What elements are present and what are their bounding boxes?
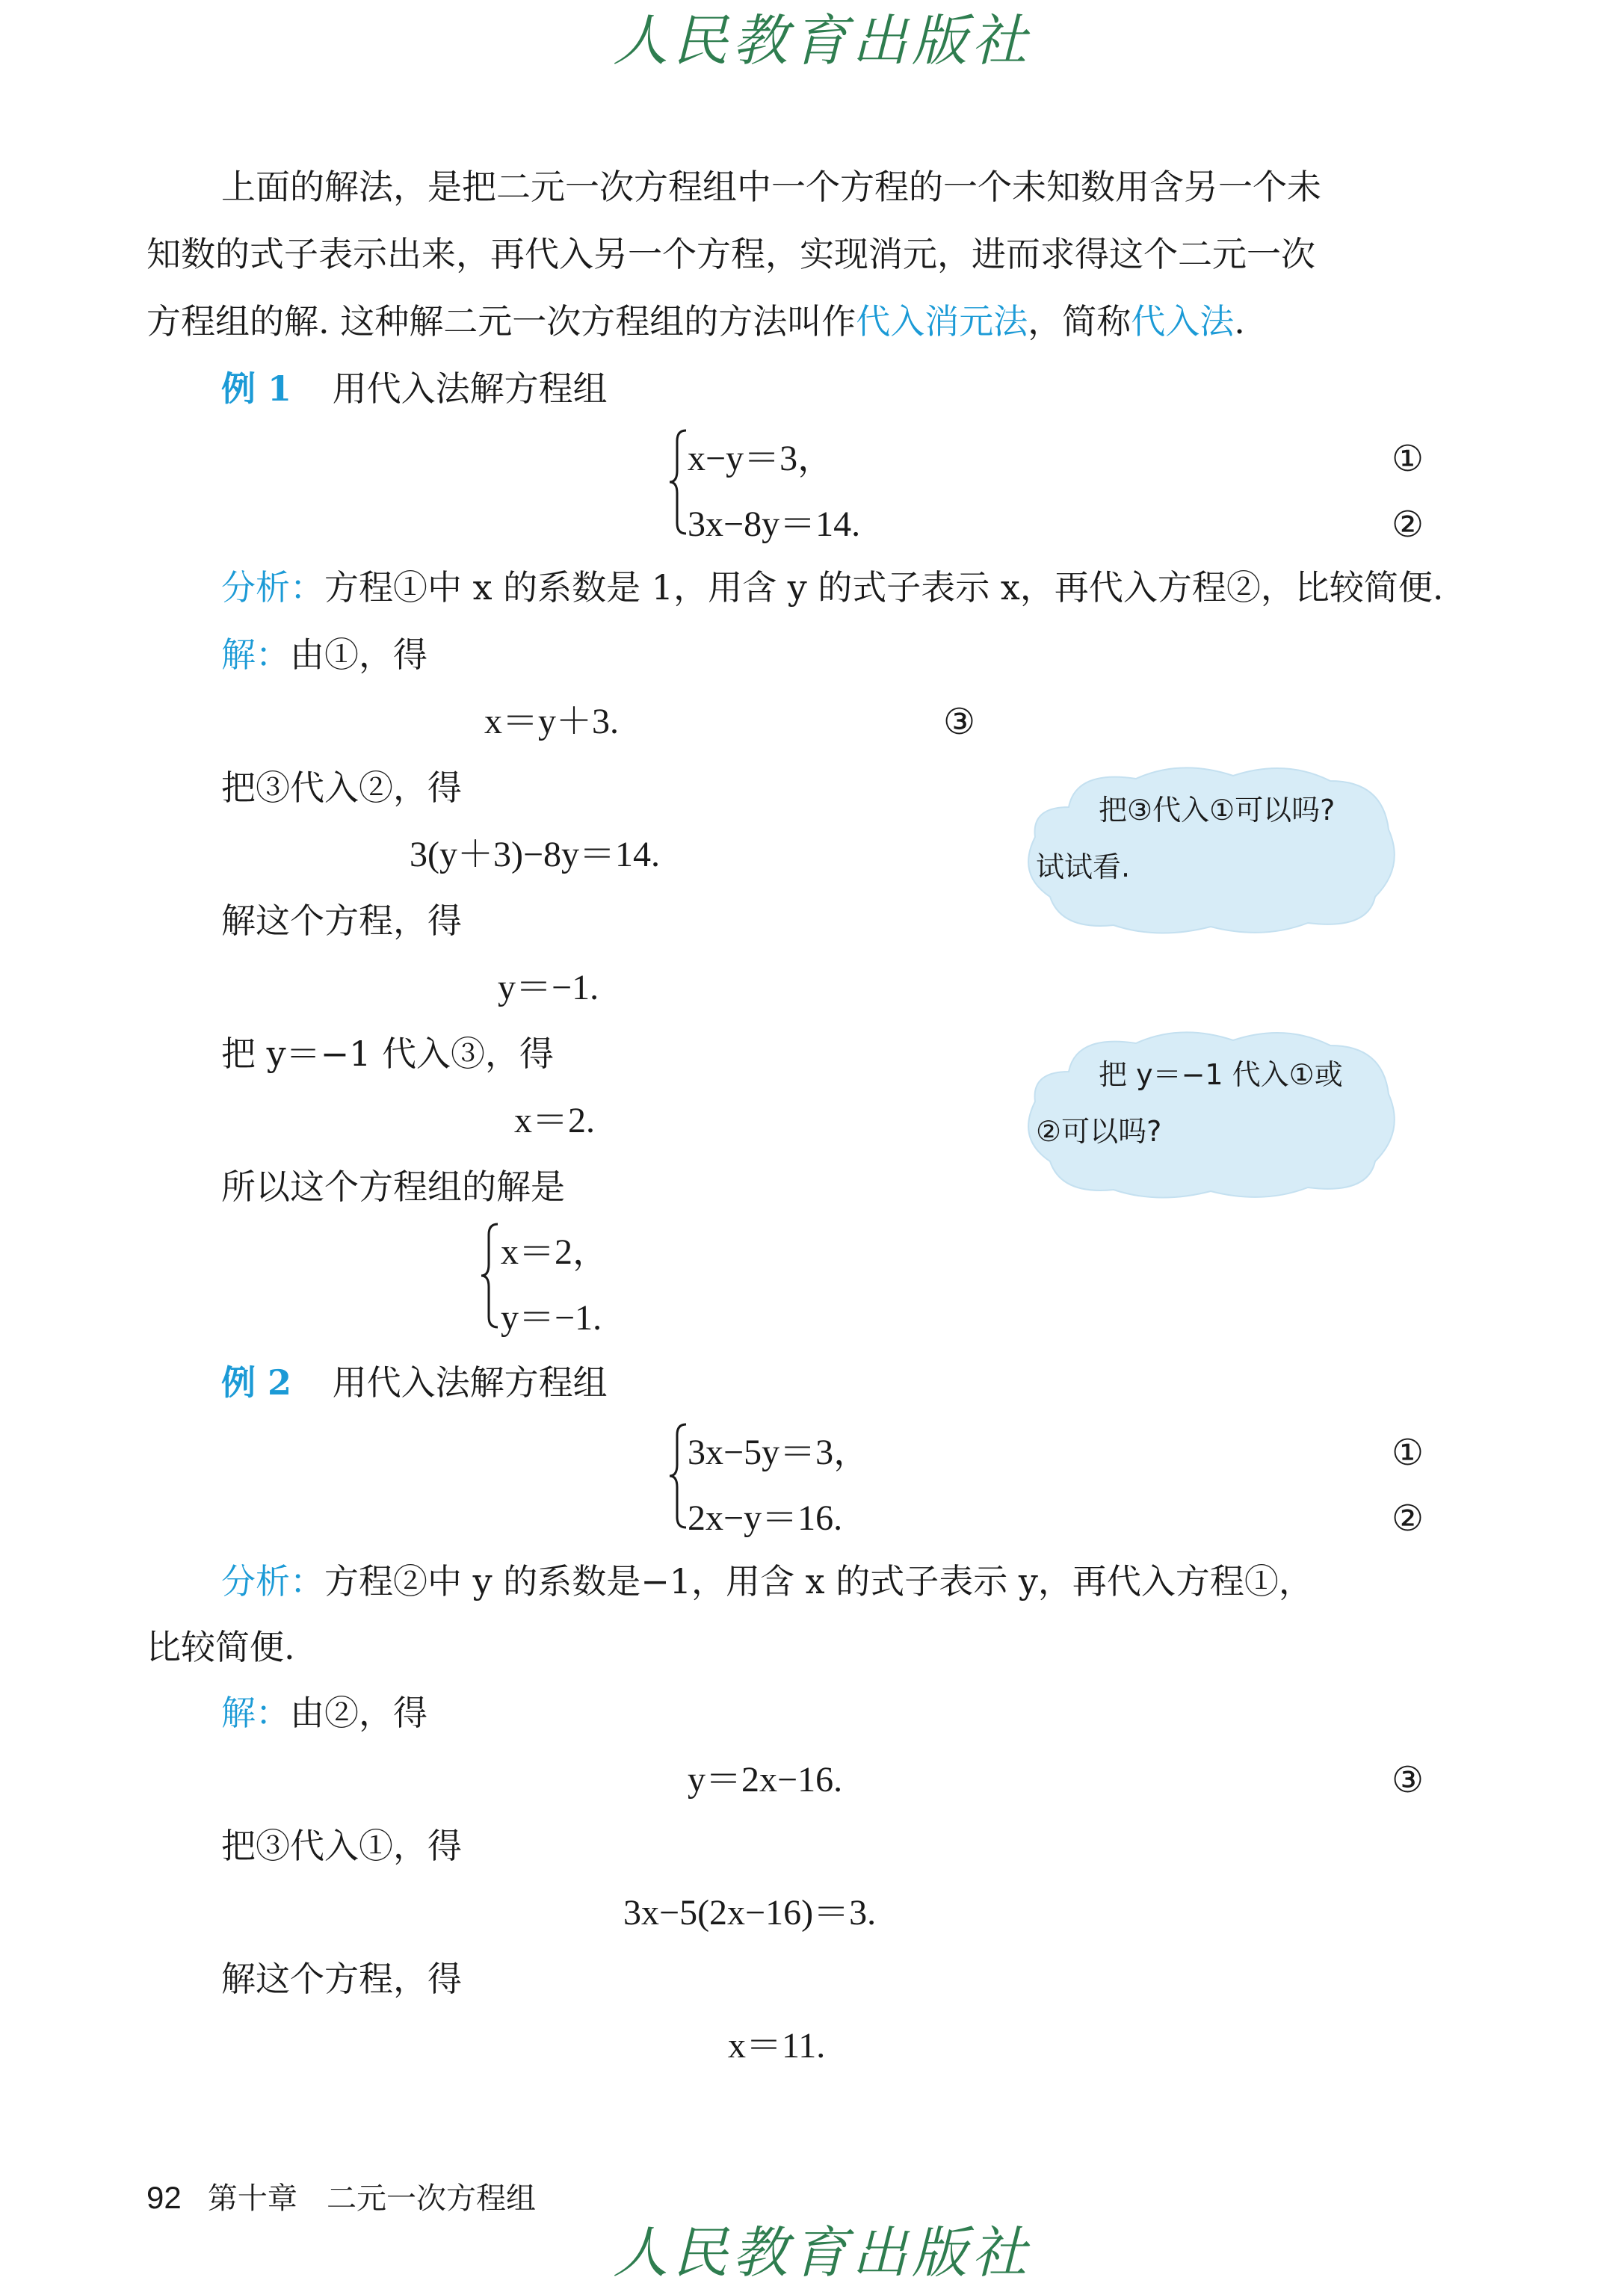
ex1-eq4: 3(y＋3)−8y＝14. — [410, 835, 661, 874]
paragraph-line-3-text: 方程组的解. 这种解二元一次方程组的方法叫作 — [146, 301, 856, 342]
term-substitution: 代入法 — [1131, 301, 1235, 342]
ex1-step-2: 把③代入②，得 — [221, 767, 462, 808]
bubble-1-line-2: 试试看. — [1036, 850, 1131, 883]
example-1-heading — [221, 354, 608, 423]
brace-example-1-solution — [478, 1220, 502, 1332]
ex1-eq1: x−y＝3， — [688, 439, 834, 478]
ex2-eq3: y＝2x−16. — [688, 1760, 843, 1800]
chapter-label: 第十章 — [207, 2181, 297, 2216]
ex1-eq-num-2: ② — [1392, 504, 1424, 546]
chapter-title: 二元一次方程组 — [326, 2181, 536, 2216]
example-2-heading — [221, 1348, 608, 1417]
ex2-eq4: 3x−5(2x−16)＝3. — [623, 1893, 877, 1933]
ex1-step-5: 所以这个方程组的解是 — [221, 1167, 565, 1207]
example-1-prompt: 用代入法解方程组 — [332, 368, 608, 409]
ex1-sol1: x＝2， — [501, 1232, 609, 1272]
ex2-eq5: x＝11. — [728, 2026, 826, 2066]
ex2-analysis-text: 方程②中 y 的系数是−1，用含 x 的式子表示 y，再代入方程①， — [324, 1561, 1313, 1601]
ex1-step-3: 解这个方程，得 — [221, 901, 462, 941]
paragraph-line-2: 知数的式子表示出来，再代入另一个方程，实现消元，进而求得这个二元一次 — [146, 234, 1315, 274]
ex2-step-3: 解这个方程，得 — [221, 1959, 462, 1999]
ex2-eq-num-2: ② — [1392, 1498, 1424, 1539]
example-1-label: 例 1 — [221, 368, 292, 409]
ex1-sol2: y＝−1. — [501, 1298, 602, 1338]
ex2-analysis-label: 分析： — [221, 1561, 324, 1601]
bubble-2-line-2: ②可以吗? — [1036, 1115, 1162, 1148]
ex1-analysis-text: 方程①中 x 的系数是 1，用含 y 的式子表示 x，再代入方程②，比较简便. — [324, 567, 1444, 608]
bubble-1-line-1: 把③代入①可以吗? — [1099, 794, 1336, 827]
ex1-solution-start — [221, 620, 427, 689]
ex2-eq-num-3: ③ — [1392, 1759, 1424, 1801]
ex2-eq1: 3x−5y＝3， — [688, 1433, 870, 1472]
ex1-eq5: y＝−1. — [498, 968, 599, 1007]
ex1-step-4: 把 y＝−1 代入③，得 — [221, 1034, 555, 1074]
paragraph-line-3 — [146, 287, 1245, 356]
example-2-prompt: 用代入法解方程组 — [332, 1362, 608, 1403]
ex1-eq3: x＝y＋3. — [484, 702, 620, 741]
term-substitution-elimination: 代入消元法 — [856, 301, 1028, 342]
ex1-eq-num-1: ① — [1392, 438, 1424, 480]
ex2-analysis-line-2: 比较简便. — [146, 1627, 295, 1667]
ex1-analysis-label: 分析： — [221, 567, 324, 608]
paragraph-line-1: 上面的解法，是把二元一次方程组中一个方程的一个未知数用含另一个未 — [221, 167, 1321, 207]
footer-logo-text: 人民教育出版社 — [613, 2221, 1031, 2285]
bubble-2-line-1: 把 y＝−1 代入①或 — [1099, 1058, 1343, 1091]
example-2-label: 例 2 — [221, 1362, 292, 1403]
paragraph-line-3-mid: ，简称 — [1028, 301, 1131, 342]
ex1-step-1: 由①，得 — [290, 634, 427, 675]
paragraph-line-3-end: . — [1234, 301, 1245, 342]
ex2-solution-label: 解： — [221, 1693, 290, 1733]
ex1-eq2: 3x−8y＝14. — [688, 504, 861, 544]
ex2-analysis-line-1 — [221, 1547, 1313, 1616]
ex2-solution-start — [221, 1678, 427, 1747]
ex2-step-1: 由②，得 — [290, 1693, 427, 1733]
page-footer — [146, 2175, 536, 2217]
ex2-eq-num-1: ① — [1392, 1432, 1424, 1474]
header-logo — [598, 0, 1046, 82]
ex1-eq-num-3: ③ — [943, 701, 976, 743]
header-logo-text: 人民教育出版社 — [613, 9, 1031, 73]
footer-logo — [598, 2212, 1046, 2294]
ex1-solution-label: 解： — [221, 634, 290, 675]
ex2-step-2: 把③代入①，得 — [221, 1826, 462, 1866]
page-number: 92 — [146, 2180, 182, 2215]
ex2-eq2: 2x−y＝16. — [688, 1498, 843, 1538]
ex1-eq6: x＝2. — [514, 1101, 596, 1140]
ex1-analysis — [221, 553, 1444, 622]
